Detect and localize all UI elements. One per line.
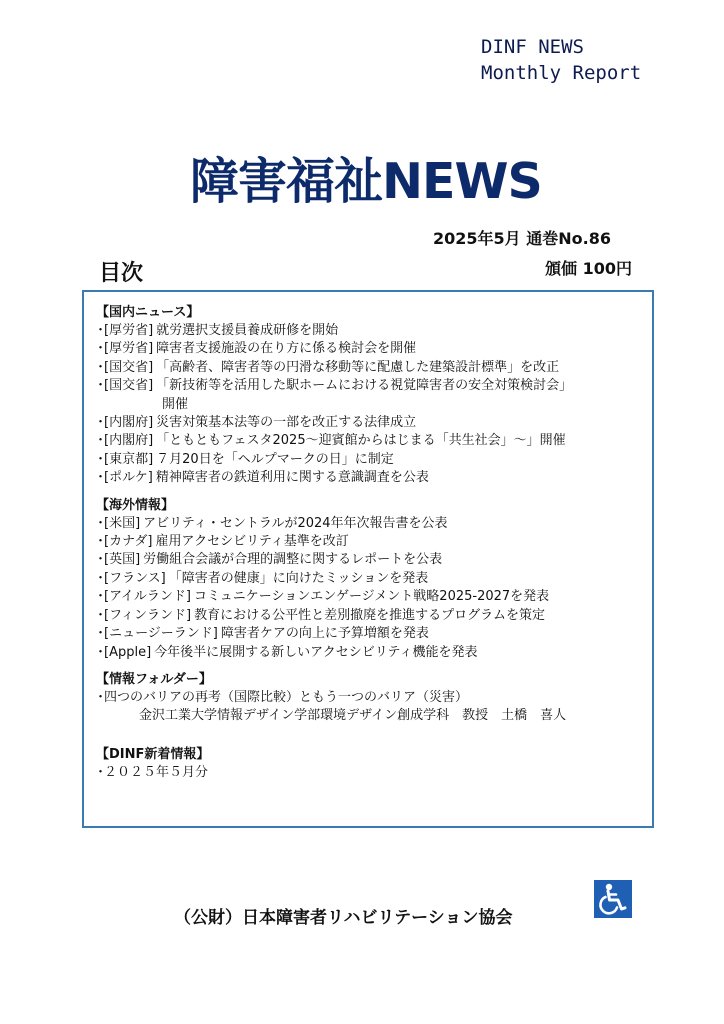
spacer: [94, 726, 642, 746]
toc-heading: 目次: [99, 261, 144, 286]
toc-item[interactable]: ・[ニュージーランド] 障害者ケアの向上に予算増額を発表: [94, 626, 429, 642]
header-line-2: Monthly Report: [481, 62, 642, 84]
toc-item-author: 金沢工業大学情報デザイン学部環境デザイン創成学科 教授 土橋 喜人: [139, 708, 567, 724]
toc-item[interactable]: ・[フランス] 「障害者の健康」に向けたミッションを発表: [94, 570, 429, 586]
spacer: [94, 662, 642, 671]
toc-item[interactable]: ・[内閣府] 災害対策基本法等の一部を改正する法律成立: [94, 415, 417, 431]
toc-item[interactable]: ・２０２５年５月分: [94, 764, 209, 780]
spacer: [94, 488, 642, 497]
header-english: [481, 34, 641, 86]
organization-name: （公財）日本障害者リハビリテーション協会: [174, 908, 513, 928]
price-info: 頒価 100円: [545, 259, 632, 278]
toc-item[interactable]: ・[厚労省] 障害者支援施設の在り方に係る検討会を開催: [94, 341, 417, 357]
section-overseas-title: 【海外情報】: [96, 497, 175, 513]
page-title: 障害福祉NEWS: [190, 153, 542, 210]
toc-item[interactable]: ・[国交省] 「高齢者、障害者等の円滑な移動等に配慮した建築設計標準」を改正: [94, 359, 560, 375]
toc-item[interactable]: ・[Apple] 今年後半に展開する新しいアクセシビリティ機能を発表: [94, 644, 478, 660]
section-folder-title: 【情報フォルダー】: [96, 671, 212, 687]
issue-info: 2025年5月 通巻No.86: [433, 229, 611, 248]
header-line-1: DINF NEWS: [481, 36, 584, 58]
table-of-contents: [82, 290, 654, 828]
section-domestic-title: 【国内ニュース】: [96, 305, 200, 320]
toc-item[interactable]: ・[東京都] ７月20日を「ヘルプマークの日」に制定: [94, 451, 394, 467]
toc-item[interactable]: ・[厚労省] 就労選択支援員養成研修を開始: [94, 323, 339, 338]
toc-item[interactable]: ・[ポルケ] 精神障害者の鉄道利用に関する意識調査を公表: [94, 470, 429, 486]
toc-item[interactable]: ・四つのバリアの再考（国際比較）ともう一つのバリア（災害）: [94, 689, 469, 705]
wheelchair-icon: [594, 880, 632, 918]
toc-item[interactable]: ・[カナダ] 雇用アクセシビリティ基準を改訂: [94, 534, 349, 550]
toc-item[interactable]: ・[アイルランド] コミュニケーションエンゲージメント戦略2025-2027を発表: [94, 589, 550, 605]
section-dinf-title: 【DINF新着情報】: [96, 746, 210, 762]
toc-item[interactable]: ・[国交省] 「新技術等を活用した駅ホームにおける視覚障害者の安全対策検討会」: [94, 378, 573, 394]
toc-item[interactable]: ・[米国] アビリティ・セントラルが2024年年次報告書を公表: [94, 515, 448, 531]
toc-item[interactable]: ・[内閣府] 「ともともフェスタ2025～迎賓館からはじまる「共生社会」～」開催: [94, 433, 566, 449]
toc-item-continuation: 開催: [162, 396, 189, 412]
toc-item[interactable]: ・[フィンランド] 教育における公平性と差別撤廃を推進するプログラムを策定: [94, 607, 545, 623]
toc-item[interactable]: ・[英国] 労働組合会議が合理的調整に関するレポートを公表: [94, 552, 443, 568]
